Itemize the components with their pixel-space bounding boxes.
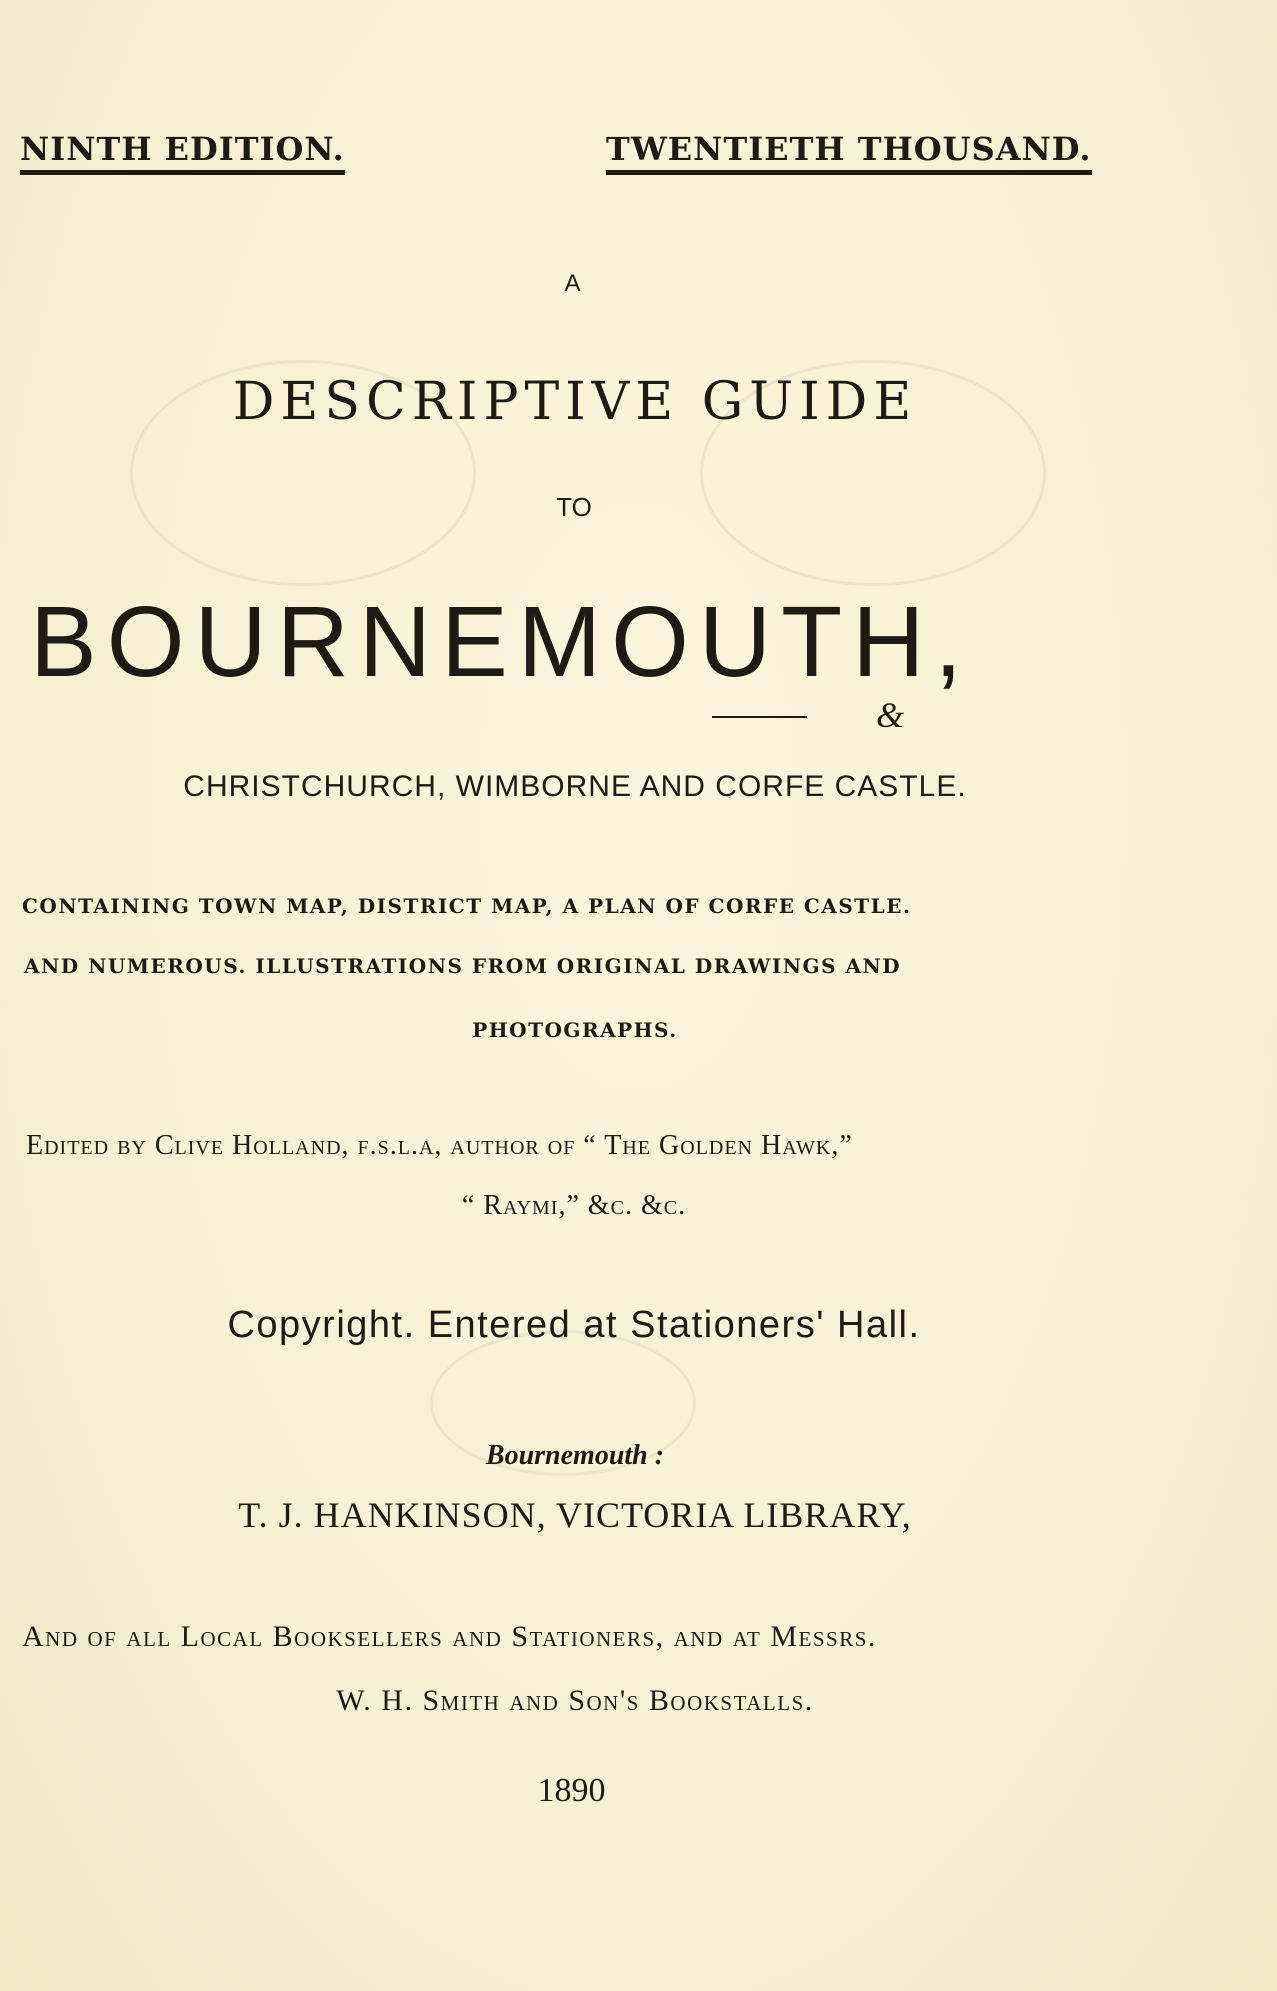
editor-line-2: “ Raymi,” &c. &c.: [461, 1190, 687, 1221]
copyright-notice: Copyright. Entered at Stationers' Hall.: [227, 1304, 921, 1346]
title-subtitle: DESCRIPTIVE GUIDE: [232, 372, 918, 432]
title-article: A: [564, 270, 581, 297]
publisher-town: Bournemouth :: [485, 1440, 665, 1471]
contents-line-1: CONTAINING TOWN MAP, DISTRICT MAP, A PLAN OF CORFE CASTLE.: [22, 894, 912, 918]
title-place: BOURNEMOUTH,: [30, 586, 973, 698]
contents-line-3: PHOTOGRAPHS.: [472, 1018, 678, 1042]
publication-year: 1890: [537, 1772, 606, 1809]
thousand-label: TWENTIETH THOUSAND.: [606, 130, 1092, 175]
publisher-name: T. J. HANKINSON, VICTORIA LIBRARY,: [238, 1495, 912, 1535]
title-rule: [712, 716, 807, 718]
editor-line-1: Edited by Clive Holland, f.s.l.a, author of “ The Golden Hawk,”: [26, 1130, 853, 1161]
edition-label: NINTH EDITION.: [20, 130, 345, 175]
sellers-line-2: W. H. Smith and Son's Bookstalls.: [336, 1684, 814, 1717]
ampersand-mark: &: [876, 695, 905, 735]
title-to: TO: [556, 492, 592, 522]
contents-line-2: AND NUMEROUS. ILLUSTRATIONS FROM ORIGINAL DRAWINGS AND: [24, 954, 902, 978]
sellers-line-1: And of all Local Booksellers and Stationers, and at Messrs.: [22, 1620, 877, 1653]
places-line: CHRISTCHURCH, WIMBORNE AND CORFE CASTLE.: [183, 770, 967, 803]
